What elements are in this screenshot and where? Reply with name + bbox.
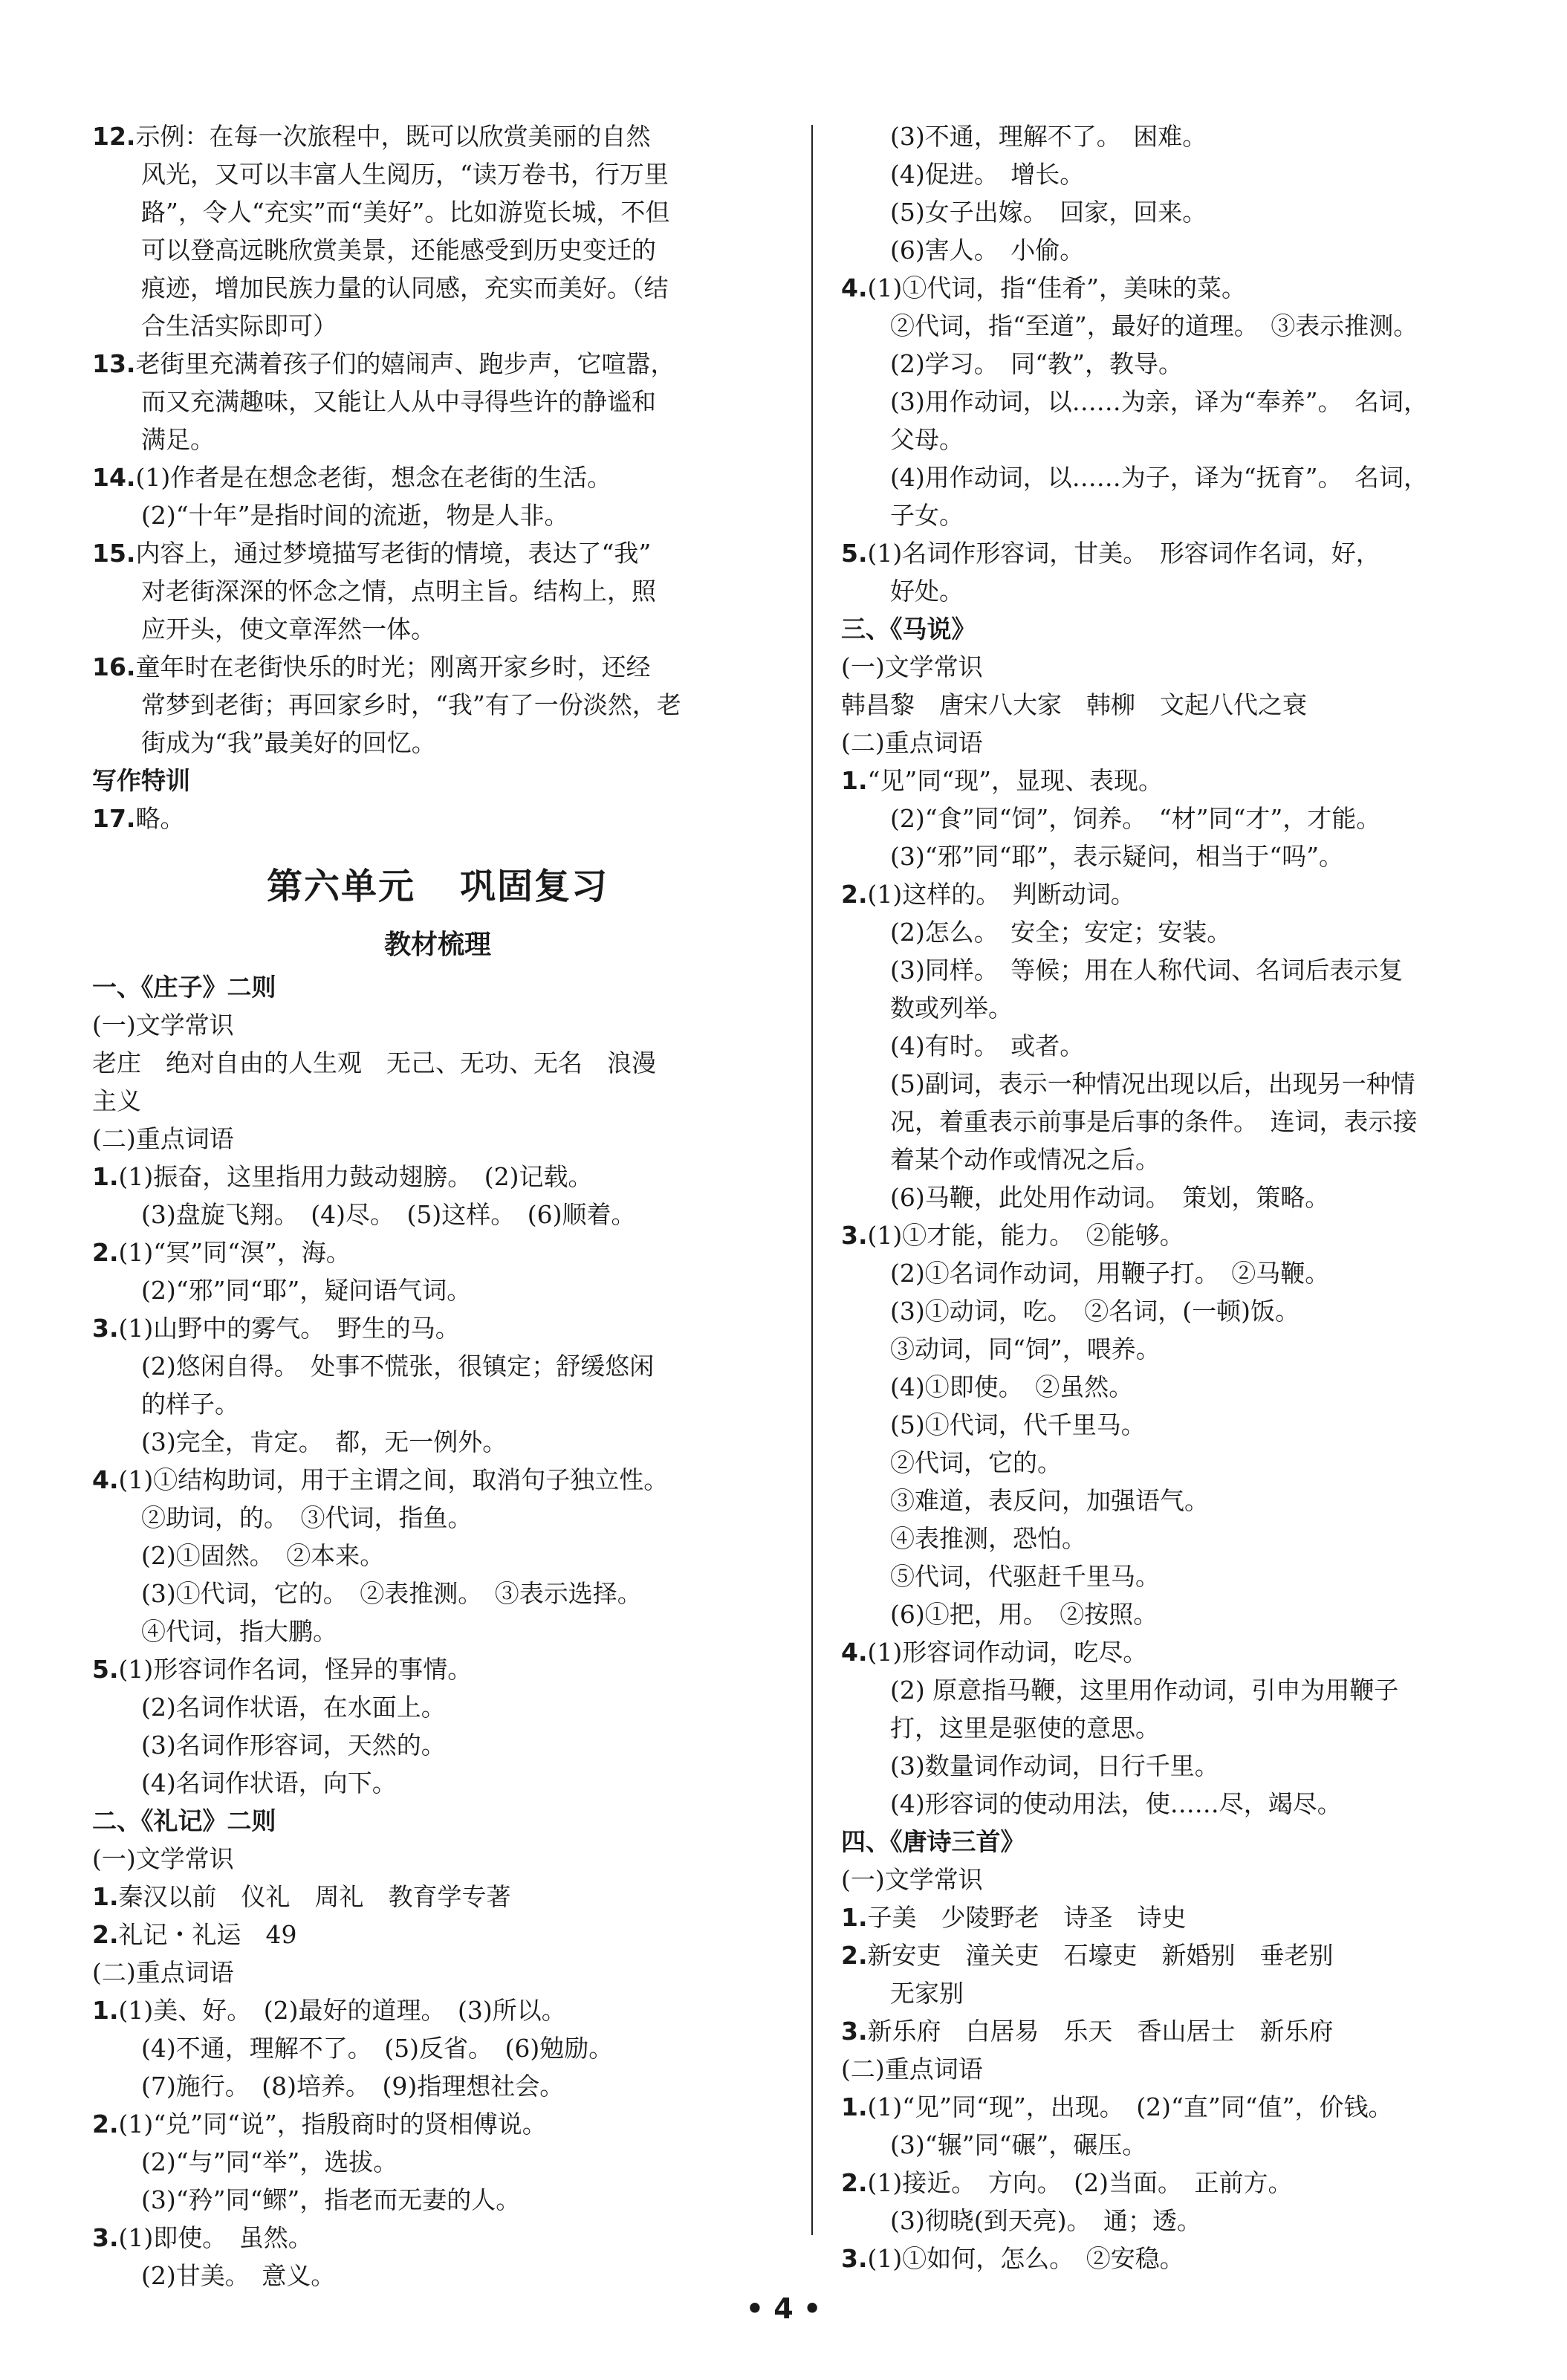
right-column: [841, 117, 1532, 2277]
line-text: 内容上，通过梦境描写老街的情境，表达了“我”: [135, 539, 652, 568]
left-column: [92, 117, 783, 2295]
line-text: (1)①代词，指“佳肴”，美味的菜。: [867, 273, 1246, 302]
line-text: (2)“邪”同“耶”，疑问语气词。: [141, 1276, 472, 1305]
line-text: (3)盘旋飞翔。 (4)尽。 (5)这样。 (6)顺着。: [141, 1200, 636, 1229]
answer-line: [841, 1633, 1532, 1671]
line-text: 主义: [92, 1086, 141, 1115]
item-number: 4.: [841, 273, 868, 302]
answer-line: [92, 1499, 783, 1537]
line-text: (6)马鞭，此处用作动词。 策划，策略。: [890, 1183, 1330, 1212]
item-number: 2.: [841, 1941, 868, 1970]
answer-line: [92, 231, 783, 269]
line-text: 老街里充满着孩子们的嬉闹声、跑步声，它喧嚣，: [135, 349, 675, 378]
item-number: 3.: [92, 1314, 119, 1343]
line-text: (4)①即使。 ②虽然。: [890, 1372, 1134, 1401]
item-number: 1.: [841, 2092, 868, 2121]
line-text: (1)接近。 方向。 (2)当面。 正前方。: [867, 2168, 1293, 2197]
line-text: (1)①如何，怎么。 ②安稳。: [867, 2244, 1184, 2273]
answer-line: [841, 1065, 1532, 1103]
line-text: 老庄 绝对自由的人生观 无己、无功、无名 浪漫: [92, 1048, 656, 1077]
answer-line: [841, 421, 1532, 458]
line-text: (1)振奋，这里指用力鼓动翅膀。 (2)记载。: [118, 1162, 593, 1191]
line-text: 秦汉以前 仪礼 周礼 教育学专著: [118, 1882, 511, 1911]
answer-line: [841, 913, 1532, 951]
line-text: 对老街深深的怀念之情，点明主旨。结构上，照: [141, 577, 656, 606]
line-text: (4)用作动词，以……为子，译为“抚育”。 名词，: [890, 463, 1428, 492]
section-heading: [92, 968, 783, 1006]
line-text: 写作特训: [92, 766, 190, 795]
line-text: (2)名词作状语，在水面上。: [141, 1693, 446, 1722]
line-text: 街成为“我”最美好的回忆。: [141, 728, 436, 757]
line-text: 好处。: [890, 577, 964, 606]
line-text: 一、《庄子》二则: [92, 973, 276, 1002]
answer-line: [841, 1747, 1532, 1785]
item-number: 3.: [92, 2223, 119, 2252]
answer-line: [92, 1537, 783, 1575]
item-number: 3.: [841, 2244, 868, 2273]
answer-line: [841, 1557, 1532, 1595]
line-text: (3)同样。 等候；用在人称代词、名词后表示复: [890, 956, 1404, 985]
unit-title-part: 第六单元: [266, 866, 415, 907]
answer-line: [92, 1309, 783, 1347]
answer-line: [841, 458, 1532, 496]
item-number: 5.: [92, 1655, 119, 1684]
line-text: (1)“见”同“现”，出现。 (2)“直”同“值”，价钱。: [867, 2092, 1393, 2121]
line-text: (1)①结构助词，用于主谓之间，取消句子独立性。: [118, 1465, 669, 1494]
answer-line: [841, 2126, 1532, 2164]
line-text: ④表推测，恐怕。: [890, 1524, 1086, 1553]
line-text: 风光，又可以丰富人生阅历，“读万卷书，行万里: [141, 160, 669, 189]
answer-line: [92, 193, 783, 231]
answer-line: [92, 269, 783, 307]
item-number: 17.: [92, 804, 136, 833]
line-text: 况，着重表示前事是后事的条件。 连词，表示接: [890, 1107, 1418, 1136]
answer-line: [841, 837, 1532, 875]
answer-line: [92, 1650, 783, 1688]
answer-line: [841, 989, 1532, 1027]
answer-line: [92, 1461, 783, 1499]
answer-line: [841, 155, 1532, 193]
line-text: (二)重点词语: [92, 1958, 234, 1987]
answer-line: [92, 496, 783, 534]
answer-line: [92, 1575, 783, 1612]
line-text: (3)“辗”同“碾”，碾压。: [890, 2130, 1147, 2159]
answer-line: [841, 1974, 1532, 2012]
line-text: (1)山野中的雾气。 野生的马。: [118, 1314, 460, 1343]
line-text: 新安吏 潼关吏 石壕吏 新婚别 垂老别: [867, 1941, 1334, 1970]
line-text: (3)彻晓(到天亮)。 通；透。: [890, 2206, 1201, 2235]
item-number: 2.: [841, 880, 868, 909]
line-text: (2)①固然。 ②本来。: [141, 1541, 385, 1570]
answer-line: [841, 951, 1532, 989]
page-number: • 4 •: [745, 2292, 822, 2325]
line-text: (2)“食”同“饲”，饲养。 “材”同“才”，才能。: [890, 804, 1381, 833]
answer-line: [92, 458, 783, 496]
item-number: 12.: [92, 122, 136, 151]
section-heading: [841, 1823, 1532, 1861]
answer-line: [92, 1158, 783, 1196]
answer-line: [841, 1595, 1532, 1633]
column-divider: [811, 125, 813, 2235]
answer-line: [92, 534, 783, 572]
line-text: (1)名词作形容词，甘美。 形容词作名词，好，: [867, 539, 1381, 568]
line-text: (1)即使。 虽然。: [118, 2223, 313, 2252]
answer-line: [841, 1482, 1532, 1520]
item-number: 1.: [841, 766, 868, 795]
answer-line: [841, 875, 1532, 913]
line-text: (5)①代词，代千里马。: [890, 1410, 1146, 1439]
section-subtitle: 教材梳理: [383, 930, 491, 960]
line-text: (3)①代词，它的。 ②表推测。 ③表示选择。: [141, 1579, 642, 1608]
answer-line: [841, 231, 1532, 269]
answer-line: [92, 1271, 783, 1309]
item-number: 4.: [92, 1465, 119, 1494]
line-text: 子女。: [890, 501, 964, 530]
answer-line: [841, 572, 1532, 610]
line-text: (3)不通，理解不了。 困难。: [890, 122, 1207, 151]
line-text: (2)“十年”是指时间的流逝，物是人非。: [141, 501, 569, 530]
line-text: 应开头，使文章浑然一体。: [141, 615, 435, 643]
answer-line: [841, 1709, 1532, 1747]
answer-line: [92, 1385, 783, 1423]
answer-line: [92, 2105, 783, 2143]
line-text: (3)完全，肯定。 都，无一例外。: [141, 1427, 507, 1456]
answer-line: [841, 1027, 1532, 1065]
line-text: 的样子。: [141, 1390, 239, 1418]
answer-line: [92, 1347, 783, 1385]
line-text: 新乐府 白居易 乐天 香山居士 新乐府: [867, 2017, 1334, 2046]
answer-line: [841, 1141, 1532, 1178]
answer-line: [92, 610, 783, 648]
line-text: (二)重点词语: [92, 1124, 234, 1153]
item-number: 3.: [841, 2017, 868, 2046]
answer-line: [92, 800, 783, 837]
line-text: (1)作者是在想念老街，想念在老街的生活。: [135, 463, 612, 492]
line-text: (2)学习。 同“教”，教导。: [890, 349, 1183, 378]
line-text: (1)“兑”同“说”，指殷商时的贤相傅说。: [118, 2110, 547, 2139]
section-heading: [92, 1802, 783, 1840]
answer-line: [841, 496, 1532, 534]
item-number: 2.: [841, 2168, 868, 2197]
answer-line: [92, 345, 783, 383]
line-text: 四、《唐诗三首》: [841, 1827, 1025, 1856]
answer-line: [841, 1785, 1532, 1823]
line-text: 而又充满趣味，又能让人从中寻得些许的静谧和: [141, 387, 656, 416]
answer-line: [841, 269, 1532, 307]
line-text: (1)①才能，能力。 ②能够。: [867, 1221, 1184, 1250]
line-text: 父母。: [890, 425, 964, 454]
answer-line: [92, 572, 783, 610]
answer-line: [841, 2050, 1532, 2088]
line-text: (4)有时。 或者。: [890, 1031, 1085, 1060]
answer-line: [841, 1936, 1532, 1974]
line-text: (2)“与”同“举”，选拔。: [141, 2147, 398, 2176]
line-text: (一)文学常识: [841, 652, 983, 681]
answer-line: [841, 2012, 1532, 2050]
line-text: (2)甘美。 意义。: [141, 2261, 336, 2290]
line-text: 子美 少陵野老 诗圣 诗史: [867, 1903, 1187, 1932]
answer-line: [841, 1899, 1532, 1936]
answer-line: [841, 307, 1532, 345]
item-number: 16.: [92, 652, 136, 681]
line-text: 二、《礼记》二则: [92, 1806, 276, 1835]
answer-line: [841, 193, 1532, 231]
answer-line: [841, 117, 1532, 155]
line-text: 童年时在老街快乐的时光；刚离开家乡时，还经: [135, 652, 651, 681]
answer-line: [92, 1082, 783, 1120]
line-text: 礼记・礼运 49: [118, 1920, 297, 1949]
item-number: 2.: [92, 2110, 119, 2139]
line-text: 打，这里是驱使的意思。: [890, 1713, 1160, 1742]
item-number: 1.: [92, 1882, 119, 1911]
answer-line: [841, 383, 1532, 421]
item-number: 5.: [841, 539, 868, 568]
item-number: 1.: [92, 1162, 119, 1191]
answer-line: [92, 307, 783, 345]
line-text: ④代词，指大鹏。: [141, 1617, 337, 1646]
line-text: 数或列举。: [890, 993, 1013, 1022]
line-text: (4)促进。 增长。: [890, 160, 1085, 189]
item-number: 1.: [841, 1903, 868, 1932]
answer-line: [92, 1878, 783, 1916]
line-text: (3)①动词，吃。 ②名词，(一顿)饭。: [890, 1297, 1300, 1326]
answer-line: [841, 1254, 1532, 1292]
answer-line: [841, 648, 1532, 686]
answer-line: [92, 2219, 783, 2257]
item-number: 2.: [92, 1238, 119, 1267]
answer-line: [841, 1520, 1532, 1557]
line-text: (3)用作动词，以……为亲，译为“奉养”。 名词，: [890, 387, 1428, 416]
section-heading: [841, 610, 1532, 648]
line-text: ③难道，表反问，加强语气。: [890, 1486, 1209, 1515]
line-text: (1)形容词作动词，吃尽。: [867, 1638, 1148, 1667]
answer-line: [841, 1178, 1532, 1216]
answer-line: [92, 2143, 783, 2181]
line-text: (3)数量词作动词，日行千里。: [890, 1751, 1219, 1780]
answer-line: [92, 2029, 783, 2067]
line-text: (1)“冥”同“溟”，海。: [118, 1238, 351, 1267]
answer-line: [841, 534, 1532, 572]
answer-line: [92, 1423, 783, 1461]
answer-line: [92, 1953, 783, 1991]
answer-line: [92, 421, 783, 458]
item-number: 2.: [92, 1920, 119, 1949]
line-text: ②助词，的。 ③代词，指鱼。: [141, 1503, 473, 1532]
answer-line: [841, 724, 1532, 762]
answer-line: [841, 2240, 1532, 2277]
line-text: 合生活实际即可）: [141, 311, 337, 340]
item-number: 3.: [841, 1221, 868, 1250]
answer-line: [841, 1330, 1532, 1368]
answer-line: [841, 1292, 1532, 1330]
line-text: 路”，令人“充实”而“美好”。比如游览长城，不但: [141, 198, 670, 227]
line-text: (3)“邪”同“耶”，表示疑问，相当于“吗”。: [890, 842, 1343, 871]
line-text: ②代词，它的。: [890, 1448, 1062, 1477]
answer-line: [92, 1612, 783, 1650]
answer-line: [841, 2202, 1532, 2240]
line-text: 示例：在每一次旅程中，既可以欣赏美丽的自然: [135, 122, 651, 151]
line-text: 满足。: [141, 425, 215, 454]
item-number: 15.: [92, 539, 136, 568]
answer-line: [841, 1406, 1532, 1444]
line-text: (2)①名词作动词，用鞭子打。 ②马鞭。: [890, 1259, 1330, 1288]
answer-line: [92, 1764, 783, 1802]
answer-line: [92, 1726, 783, 1764]
item-number: 14.: [92, 463, 136, 492]
line-text: (7)施行。 (8)培养。 (9)指理想社会。: [141, 2072, 565, 2101]
line-text: (2)悠闲自得。 处事不慌张，很镇定；舒缓悠闲: [141, 1352, 655, 1381]
answer-line: [92, 1916, 783, 1953]
answer-line: [841, 686, 1532, 724]
answer-line: [841, 1861, 1532, 1899]
answer-line: [841, 2088, 1532, 2126]
answer-line: [841, 1444, 1532, 1482]
answer-line: [841, 1671, 1532, 1709]
line-text: (3)名词作形容词，天然的。: [141, 1731, 446, 1760]
line-text: “见”同“现”，显现、表现。: [867, 766, 1163, 795]
line-text: ③动词，同“饲”，喂养。: [890, 1335, 1161, 1364]
line-text: (2)怎么。 安全；安定；安装。: [890, 918, 1232, 947]
line-text: 常梦到老街；再回家乡时，“我”有了一份淡然，老: [141, 690, 681, 719]
line-text: (1)美、好。 (2)最好的道理。 (3)所以。: [118, 1996, 566, 2025]
item-number: 4.: [841, 1638, 868, 1667]
line-text: (4)形容词的使动用法，使……尽，竭尽。: [890, 1789, 1342, 1818]
unit-title-part: 巩固复习: [460, 866, 609, 907]
line-text: (二)重点词语: [841, 2055, 983, 2084]
line-text: (6)害人。 小偷。: [890, 236, 1085, 265]
answer-line: [92, 1120, 783, 1158]
answer-line: [841, 800, 1532, 837]
answer-line: [841, 2164, 1532, 2202]
answer-line: [92, 1688, 783, 1726]
section-heading: [92, 762, 783, 800]
line-text: ②代词，指“至道”，最好的道理。 ③表示推测。: [890, 311, 1418, 340]
answer-line: [92, 648, 783, 686]
line-text: (二)重点词语: [841, 728, 983, 757]
line-text: (1)形容词作名词，怪异的事情。: [118, 1655, 473, 1684]
answer-line: [92, 155, 783, 193]
line-text: 着某个动作或情况之后。: [890, 1145, 1160, 1174]
line-text: (4)不通，理解不了。 (5)反省。 (6)勉励。: [141, 2034, 614, 2063]
line-text: 略。: [135, 804, 185, 833]
line-text: 可以登高远眺欣赏美景，还能感受到历史变迁的: [141, 236, 656, 265]
line-text: (5)副词，表示一种情况出现以后，出现另一种情: [890, 1069, 1415, 1098]
answer-line: [841, 1216, 1532, 1254]
answer-line: [841, 1103, 1532, 1141]
answer-line: [92, 1233, 783, 1271]
line-text: (6)①把，用。 ②按照。: [890, 1600, 1158, 1629]
line-text: 韩昌黎 唐宋八大家 韩柳 文起八代之衰: [841, 690, 1307, 719]
answer-line: [92, 2067, 783, 2105]
answer-line: [841, 345, 1532, 383]
item-number: 1.: [92, 1996, 119, 2025]
answer-line: [92, 117, 783, 155]
line-text: 无家别: [890, 1979, 964, 2008]
answer-line: [92, 1044, 783, 1082]
line-text: (一)文学常识: [92, 1844, 234, 1873]
answer-line: [92, 383, 783, 421]
answer-line: [92, 724, 783, 762]
answer-line: [92, 686, 783, 724]
line-text: (2) 原意指马鞭，这里用作动词，引申为用鞭子: [890, 1676, 1399, 1705]
answer-line: [841, 1368, 1532, 1406]
answer-line: [92, 2181, 783, 2219]
line-text: (1)这样的。 判断动词。: [867, 880, 1135, 909]
line-text: ⑤代词，代驱赶千里马。: [890, 1562, 1160, 1591]
item-number: 13.: [92, 349, 136, 378]
line-text: (4)名词作状语，向下。: [141, 1768, 397, 1797]
answer-line: [92, 1840, 783, 1878]
line-text: (一)文学常识: [92, 1011, 234, 1040]
line-text: (5)女子出嫁。 回家，回来。: [890, 198, 1207, 227]
line-text: 痕迹，增加民族力量的认同感，充实而美好。（结: [141, 273, 669, 302]
answer-line: [92, 1006, 783, 1044]
line-text: (一)文学常识: [841, 1865, 983, 1894]
unit-title: [92, 857, 783, 916]
line-text: (3)“矜”同“鳏”，指老而无妻的人。: [141, 2185, 521, 2214]
answer-line: [92, 2257, 783, 2295]
answer-line: [841, 762, 1532, 800]
answer-line: [92, 1991, 783, 2029]
line-text: 三、《马说》: [841, 615, 976, 643]
answer-line: [92, 1196, 783, 1233]
